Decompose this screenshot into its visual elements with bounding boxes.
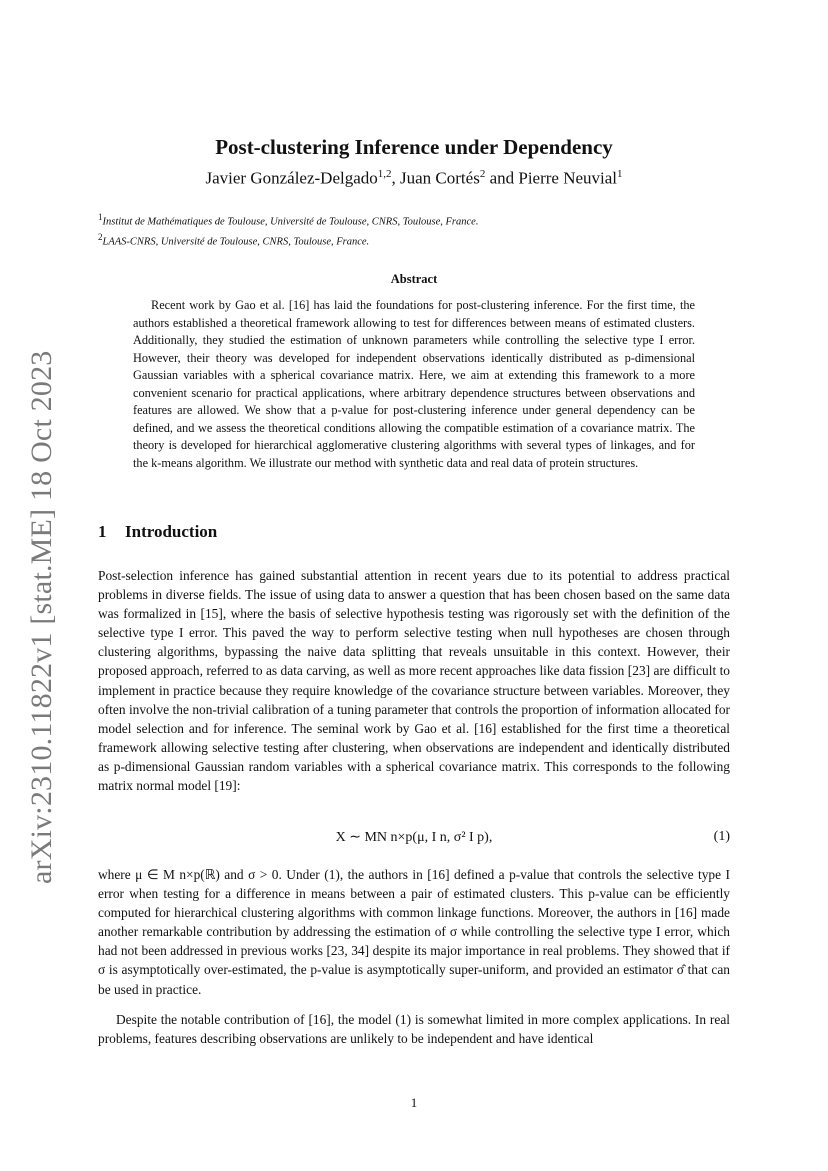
abstract-text: Recent work by Gao et al. [16] has laid the foundations for post-clustering inference. For the first time, the authors established a theoretical framework allowing to test for differences between means of estimated clusters. Additionally, they studied the estimation of unknown parameters while controlling the selective type I error. However, their theory was developed for independent observations identically distributed as p-dimensional Gaussian variables with a spherical covariance matrix. Here, we aim at extending this framework to a more convenient scenario for practical applications, where arbitrary dependence structures between observations and features are allowed. We show that a p-value for post-clustering inference under general dependency can be defined, and we assess the theoretical conditions allowing the compatible estimation of a covariance matrix. The theory is developed for hierarchical agglomerative clustering algorithms with several types of linkages, and for the k-means algorithm. We illustrate our method with synthetic data and real data of protein structures. <box>133 298 695 470</box>
equation-number: (1) <box>713 829 730 844</box>
affiliation-mark: 1 <box>98 212 103 222</box>
affiliation-text: LAAS-CNRS, Université de Toulouse, CNRS, Toulouse, France. <box>102 236 370 248</box>
section-title: Introduction <box>125 522 218 541</box>
body-paragraph: Despite the notable contribution of [16], the model (1) is somewhat limited in more complex applications. In real problems, features describing observations are unlikely to be independent and have identical <box>98 1012 730 1047</box>
author-name: Pierre Neuvial <box>518 168 618 188</box>
body-paragraph: Post-selection inference has gained substantial attention in recent years due to its potential to address practical problems in diverse fields. The issue of using data to answer a question that has been chosen based on the same data was formalized in [15], where the basis of selective hypothesis testing was rigorously set with the definition of the selective type I error. This paved the way to perform selective testing when null hypotheses are chosen through clustering algorithms, bypassing the naive data splitting that reveals unsuitable in this context. However, their proposed approach, referred to as data carving, as well as more recent approaches like data fission [23] are difficult to implement in practice because they require knowledge of the covariance structure between variables. Moreover, they often involve the non-trivial calibration of a tuning parameter that controls the proportion of information allocated for model selection and for inference. The seminal work by Gao et al. [16] established for the first time a theoretical framework allowing selective testing after clustering, when observations are independent and identically distributed as p-dimensional Gaussian random variables with a spherical covariance matrix. This corresponds to the following matrix normal model [19]: <box>98 568 730 794</box>
affiliation-mark: 1 <box>617 168 623 180</box>
abstract-heading: Abstract <box>390 272 438 286</box>
affiliation-2 <box>98 232 369 248</box>
affiliation-mark: 2 <box>479 168 486 180</box>
page-number: 1 <box>410 1095 418 1110</box>
affiliation-mark: 1,2 <box>377 168 392 180</box>
body-paragraph: where μ ∈ M n×p(ℝ) and σ > 0. Under (1), the authors in [16] defined a p-value that controls the selective type I error when testing for a difference in means between a pair of estimated clusters. This p-value can be efficiently computed for hierarchical clustering algorithms with common linkage functions. Moreover, the authors in [16] made another remarkable contribution by addressing the estimation of σ while controlling the selective type I error, which had not been addressed in previous works [23, 34] despite its major importance in real problems. They showed that if σ is asymptotically over-estimated, the p-value is asymptotically super-uniform, and provided an estimator σ̂ that can be used in practice. <box>98 867 730 997</box>
equation-body: X ∼ MN n×p(μ, I n, σ² I p), <box>335 830 493 845</box>
author-conjunction: and <box>489 168 515 188</box>
affiliation-mark: 2 <box>98 232 103 242</box>
affiliation-1 <box>98 212 478 228</box>
author-line: Javier González-Delgado$^{1,2}$, Juan Cortés$^2$ and Pierre Neuvial$^1$ <box>205 168 623 188</box>
author-name: Juan Cortés <box>400 168 480 188</box>
display-equation <box>98 829 730 849</box>
affiliation-text: Institut de Mathématiques de Toulouse, Université de Toulouse, CNRS, Toulouse, France. <box>102 216 479 228</box>
arxiv-identifier: arXiv:2310.11822v1 [stat.ME] 18 Oct 2023 <box>25 350 58 884</box>
paper-title: Post-clustering Inference under Dependency <box>215 135 613 159</box>
section-heading <box>98 522 217 542</box>
section-number: 1 <box>98 522 107 541</box>
author-name: Javier González-Delgado <box>205 168 378 188</box>
